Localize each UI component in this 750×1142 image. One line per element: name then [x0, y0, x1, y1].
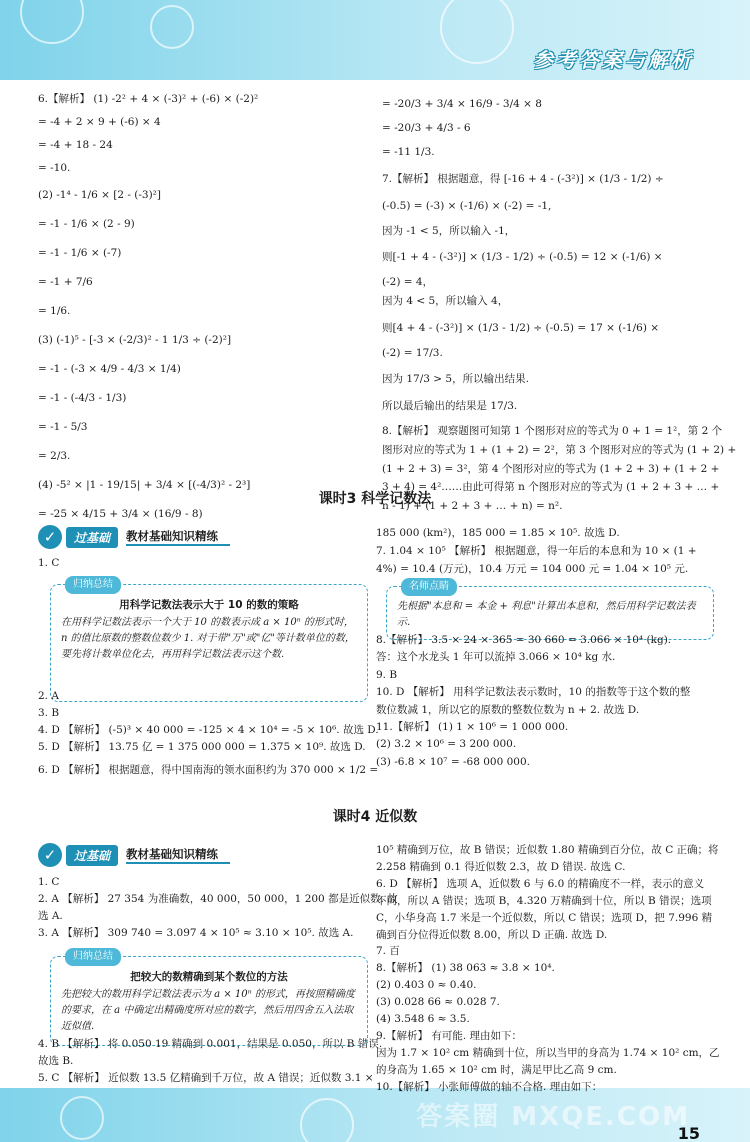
text-line: = -1 - 5/3: [38, 421, 88, 433]
teacher-tip-body: 先根据"本息和 = 本金 + 利息"计算出本息和，然后用科学记数法表示.: [397, 601, 696, 628]
summary-box: [50, 951, 368, 1046]
summary-body: 在用科学记数法表示一个大于 10 的数表示成 a × 10ⁿ 的形式时，n 的值比原数的整数位数少 1. 对于带"万"或"亿"等计数单位的数，要先将计数单位化去，再用科学记数法表示这个数.: [61, 617, 355, 660]
text-line: 2. A 【解析】 27 354 为准确数，40 000，50 000，1 200 都是近似数. 故: [38, 893, 398, 905]
text-line: 7. 百: [376, 945, 400, 958]
text-line: 则[-1 + 4 - (-3²)] × (1/3 - 1/2) ÷ (-0.5) = 12 × (-1/6) ×: [382, 251, 663, 264]
text-line: 10.【解析】 小张师傅做的轴不合格. 理由如下：: [376, 1080, 603, 1093]
text-line: (2) -1⁴ - 1/6 × [2 - (-3)²]: [38, 189, 161, 201]
decor-circle: [60, 1096, 104, 1140]
summary-box: [50, 579, 368, 702]
text-line: 故选 B.: [38, 1055, 74, 1067]
answer-block-6-7-8: [382, 92, 737, 516]
answer-list: [376, 632, 716, 771]
text-line: 图形对应的等式为 1 + (1 + 2) = 2²，第 3 个图形对应的等式为 (1 + 2) +: [382, 443, 737, 456]
text-line: (2) 3.2 × 10⁶ = 3 200 000.: [376, 738, 517, 751]
text-line: 8.【解析】 (1) 38 063 ≈ 3.8 × 10⁴.: [376, 962, 555, 975]
text-line: 数位数减 1，所以它的原数的整数位数为 n + 2. 故选 D.: [376, 703, 640, 716]
text-line: 9. B: [376, 668, 398, 681]
checkmark-icon: ✓: [38, 525, 62, 549]
text-line: 答：这个水龙头 1 年可以流掉 3.066 × 10⁴ kg 水.: [376, 651, 616, 664]
text-line: 3. A 【解析】 309 740 = 3.097 4 × 10⁵ ≈ 3.10 × 10⁵. 故选 A.: [38, 927, 354, 939]
decor-circle: [300, 1098, 354, 1142]
text-line: (-0.5) = (-3) × (-1/6) × (-2) = -1,: [382, 199, 552, 212]
text-line: 5. D 【解析】 13.75 亿 = 1 375 000 000 = 1.375 × 10⁹. 故选 D.: [38, 741, 366, 753]
text-line: = -1 - 1/6 × (2 - 9): [38, 218, 135, 230]
text-line: 2.258 精确到 0.1 得近似数 2.3，故 D 错误. 故选 C.: [376, 860, 626, 873]
text-line: = -11 1/3.: [382, 146, 435, 158]
text-line: = -10.: [38, 162, 71, 174]
text-line: 的身高为 1.65 × 10² cm 时，满足甲比乙高 9 cm.: [376, 1063, 617, 1076]
text-line: 7.【解析】 根据题意，得 [-16 + 4 - (-3²)] × (1/3 - 1/2) ÷: [382, 173, 664, 185]
banner-text: 教材基础知识精练: [126, 846, 230, 864]
text-line: = -1 - 1/6 × (-7): [38, 247, 122, 259]
summary-body: 先把较大的数用科学记数法表示为 a × 10ⁿ 的形式，再按照精确度的要求，在 a 中确定出精确度所对应的数字，然后用四舍五入法取近似值.: [61, 989, 355, 1032]
text-line: 不同，所以 A 错误；选项 B，4.320 万精确到十位，所以 B 错误；选项: [376, 894, 712, 907]
text-line: = -4 + 2 × 9 + (-6) × 4: [38, 116, 161, 128]
text-line: = -1 - (-3 × 4/9 - 4/3 × 1/4): [38, 363, 181, 375]
section-title-lesson4: 课时4 近似数: [332, 809, 418, 825]
banner-pill: 过基础: [66, 845, 118, 866]
text-line: 6.【解析】 (1) -2² + 4 × (-3)² + (-6) × (-2)²: [38, 93, 259, 105]
header-title: 参考答案与解析: [533, 48, 694, 72]
text-line: 4%) = 10.4 (万元)，10.4 万元 = 104 000 元 = 1.04 × 10⁵ 元.: [376, 563, 689, 575]
text-line: = 2/3.: [38, 450, 71, 462]
section-title-lesson3: 课时3 科学记数法: [318, 491, 432, 507]
text-line: = -20/3 + 3/4 × 16/9 - 3/4 × 8: [382, 98, 542, 110]
text-line: 则[4 + 4 - (-3²)] × (1/3 - 1/2) ÷ (-0.5) = 17 × (-1/6) ×: [382, 321, 660, 334]
text-line: = 1/6.: [38, 305, 71, 317]
text-line: (3) (-1)⁵ - [-3 × (-2/3)² - 1 1/3 ÷ (-2)²]: [38, 334, 232, 346]
text-line: 所以最后输出的结果是 17/3.: [382, 400, 518, 413]
text-line: 5. C 【解析】 近似数 13.5 亿精确到千万位，故 A 错误；近似数 3.1 ×: [38, 1072, 374, 1084]
header-band: [0, 0, 750, 80]
text-line: 11.【解析】 (1) 1 × 10⁶ = 1 000 000.: [376, 721, 569, 734]
banner-text: 教材基础知识精练: [126, 528, 230, 546]
summary-title: 用科学记数法表示大于 10 的数的策略: [119, 599, 299, 611]
answer-list: [376, 842, 720, 1096]
text-line: 3. B: [38, 707, 60, 719]
text-line: n - 1) + (1 + 2 + 3 + … + n) = n².: [382, 500, 563, 513]
text-line: (4) 3.548 6 ≈ 3.5.: [376, 1013, 470, 1026]
text-line: = -25 × 4/15 + 3/4 × (16/9 - 8): [38, 508, 203, 520]
decor-circle: [20, 0, 84, 44]
summary-tag: 归纳总结: [65, 576, 121, 594]
text-line: 因为 -1 < 5，所以输入 -1，: [382, 224, 516, 237]
summary-tag: 归纳总结: [65, 948, 121, 966]
text-line: (2) 0.403 0 ≈ 0.40.: [376, 979, 477, 992]
text-line: 1. C: [38, 557, 60, 569]
summary-title: 把较大的数精确到某个数位的方法: [130, 971, 288, 983]
text-line: 10⁵ 精确到万位，故 B 错误；近似数 1.80 精确到百分位，故 C 正确；将: [376, 844, 719, 856]
text-line: 2. A: [38, 690, 59, 702]
text-line: 6. D 【解析】 选项 A，近似数 6 与 6.0 的精确度不一样，表示的意义: [376, 877, 705, 890]
text-line: 因为 1.7 × 10² cm 精确到十位，所以当甲的身高为 1.74 × 10² cm，乙: [376, 1046, 720, 1059]
page-number: 15: [677, 1124, 700, 1142]
text-line: 确到百分位得近似数 8.00，所以 D 正确. 故选 D.: [376, 928, 608, 941]
text-line: 1. C: [38, 876, 60, 888]
text-line: 4. B 【解析】 将 0.050 19 精确到 0.001，结果是 0.050，所以 B 错误.: [38, 1038, 383, 1050]
text-line: = -1 - (-4/3 - 1/3): [38, 392, 127, 404]
text-line: 10. D 【解析】 用科学记数法表示数时，10 的指数等于这个数的整: [376, 686, 691, 699]
text-line: (3) -6.8 × 10⁷ = -68 000 000.: [376, 755, 530, 768]
text-line: 因为 4 < 5，所以输入 4，: [382, 294, 509, 307]
text-line: 选 A.: [38, 910, 63, 922]
answer-list: [38, 688, 379, 779]
text-line: 8.【解析】 观察题图可知第 1 个图形对应的等式为 0 + 1 = 1²，第 2 个: [382, 424, 723, 437]
answer-item: [38, 556, 368, 571]
section-banner: [38, 842, 230, 868]
decor-circle: [150, 5, 194, 49]
teacher-tag: 名师点睛: [401, 578, 457, 596]
text-line: 6. D 【解析】 根据题意，得中国南海的领水面积约为 370 000 × 1/2 =: [38, 764, 379, 776]
text-line: 185 000 (km²)，185 000 = 1.85 × 10⁵. 故选 D.: [376, 527, 620, 539]
banner-pill: 过基础: [66, 527, 118, 548]
text-line: (3) 0.028 66 ≈ 0.028 7.: [376, 996, 500, 1009]
text-line: (4) -5² × |1 - 19/15| + 3/4 × [(-4/3)² - 2³]: [38, 479, 251, 491]
text-line: 4. D 【解析】 (-5)³ × 40 000 = -125 × 4 × 10⁴ = -5 × 10⁶. 故选 D.: [38, 724, 379, 736]
watermark: 答案圈 MXQE.COM: [416, 1102, 690, 1132]
checkmark-icon: ✓: [38, 843, 62, 867]
text-line: (-2) = 4，: [382, 276, 434, 289]
text-line: 9.【解析】 有可能. 理由如下：: [376, 1029, 523, 1042]
text-line: 因为 17/3 > 5，所以输出结果.: [382, 373, 529, 386]
decor-globe-icon: [440, 0, 514, 64]
answer-list: [38, 1036, 383, 1087]
text-line: (1 + 2 + 3) = 3²，第 4 个图形对应的等式为 (1 + 2 + 3) + (1 + 2 +: [382, 462, 720, 475]
section-banner: [38, 524, 230, 550]
answer-list: [38, 874, 398, 942]
text-line: C，小华身高 1.7 米是一个近似数，所以 C 错误；选项 D，把 7.996 精: [376, 911, 713, 924]
text-line: 3 + 4) = 4²……由此可得第 n 个图形对应的等式为 (1 + 2 + 3 + … +: [382, 481, 720, 494]
text-line: (-2) = 17/3.: [382, 346, 443, 359]
answer-list: [376, 524, 716, 578]
text-line: 7. 1.04 × 10⁵ 【解析】 根据题意，得一年后的本息和为 10 × (1 +: [376, 545, 697, 557]
answer-block-6: [38, 88, 358, 526]
text-line: = -20/3 + 4/3 - 6: [382, 122, 471, 134]
text-line: = -1 + 7/6: [38, 276, 93, 288]
text-line: = -4 + 18 - 24: [38, 139, 113, 151]
text-line: 8.【解析】 3.5 × 24 × 365 = 30 660 = 3.066 × 10⁴ (kg).: [376, 634, 672, 646]
